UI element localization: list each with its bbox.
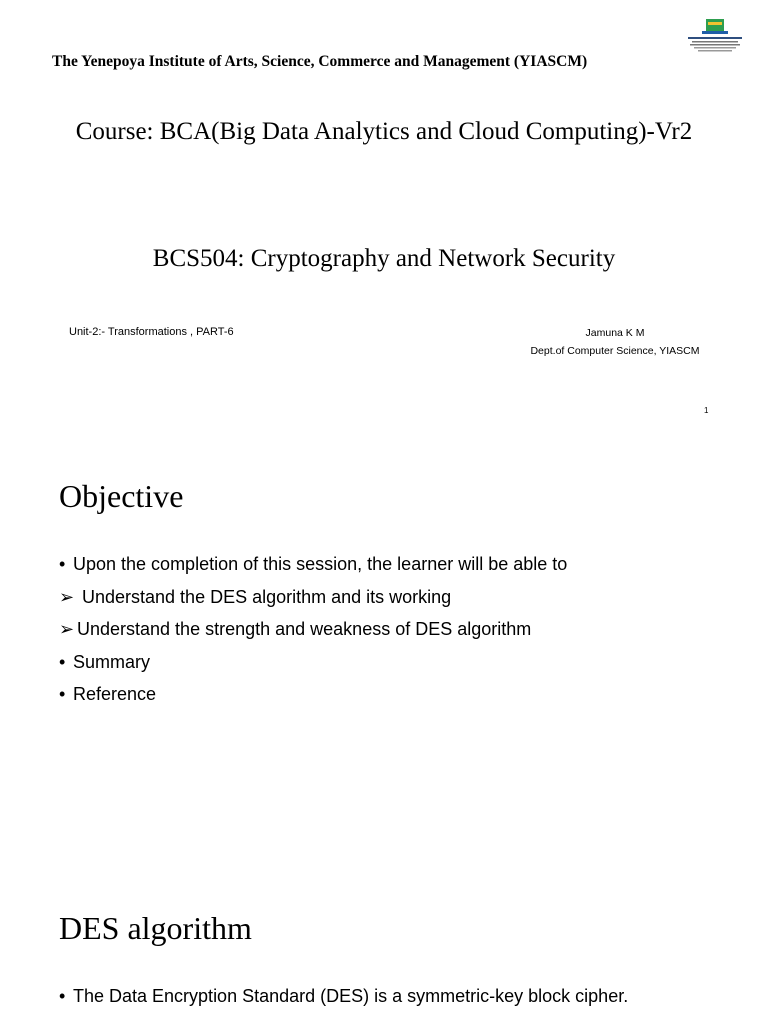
bullet-icon: • (59, 986, 66, 1006)
list-item-text: The Data Encryption Standard (DES) is a symmetric-key block cipher. (73, 986, 629, 1006)
list-item-text: Upon the completion of this session, the learner will be able to (73, 554, 568, 574)
list-item-text: Understand the DES algorithm and its working (77, 586, 452, 607)
list-item (59, 980, 628, 1013)
des-list (59, 980, 628, 1013)
unit-label: Unit-2:- Transformations , PART-6 (69, 326, 234, 338)
author-block (520, 324, 710, 360)
page-number: 1 (704, 406, 709, 415)
list-item (59, 646, 567, 679)
objective-slide (0, 440, 768, 880)
course-title: Course: BCA(Big Data Analytics and Cloud Computing)-Vr2 (75, 118, 693, 145)
arrow-bullet-icon: ➢ (59, 586, 75, 607)
title-slide (0, 0, 768, 440)
slide-heading: Objective (59, 478, 184, 514)
list-item (59, 548, 567, 581)
institute-title: The Yenepoya Institute of Arts, Science, Commerce and Management (YIASCM) (52, 53, 588, 70)
objective-list (59, 548, 567, 711)
bullet-icon: • (59, 684, 66, 704)
list-item-text: Summary (73, 651, 151, 672)
author-name: Jamuna K M (585, 327, 645, 339)
list-item (59, 613, 567, 646)
arrow-bullet-icon: ➢ (59, 619, 75, 639)
list-item-text: Reference (73, 684, 157, 704)
bullet-icon: • (59, 651, 66, 672)
list-item (59, 581, 567, 614)
institute-logo-icon (684, 16, 746, 56)
list-item (59, 678, 567, 711)
author-department: Dept.of Computer Science, YIASCM (530, 345, 700, 357)
slide-heading: DES algorithm (59, 910, 252, 946)
des-slide (0, 880, 768, 1024)
bullet-icon: • (59, 554, 66, 574)
subject-title: BCS504: Cryptography and Network Security (152, 245, 616, 272)
list-item-text: Understand the strength and weakness of DES algorithm (77, 619, 532, 639)
